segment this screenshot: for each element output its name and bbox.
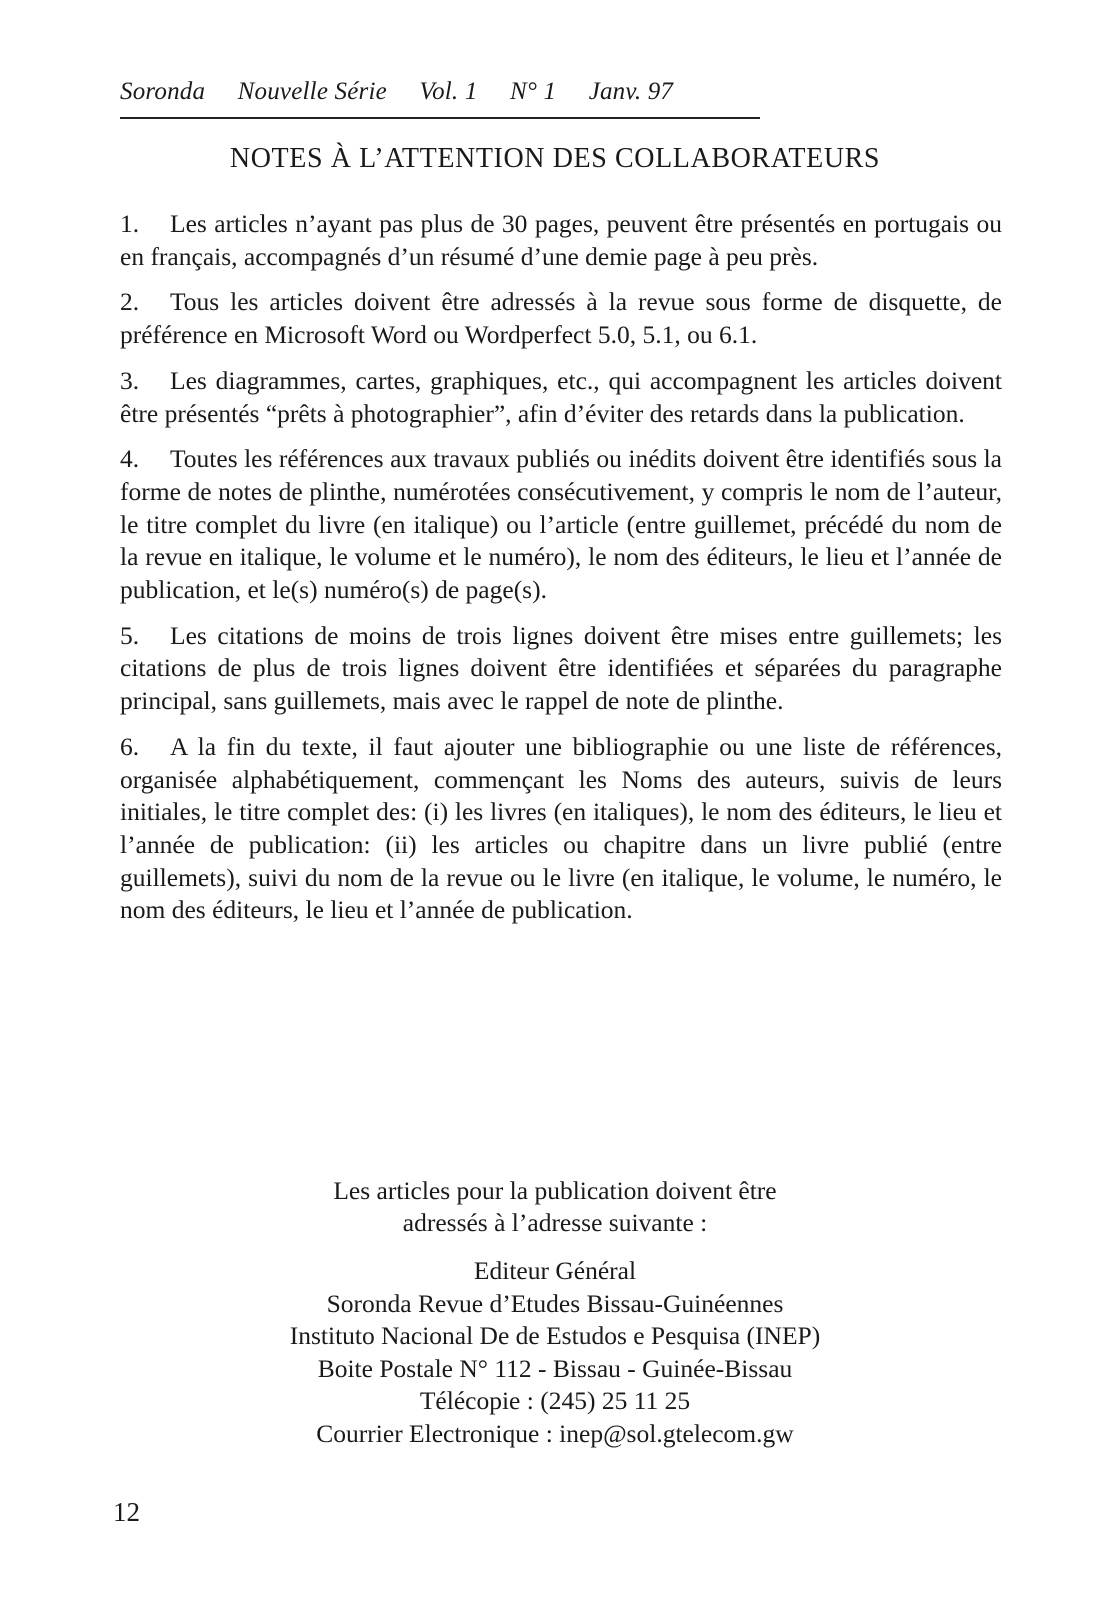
header-series: Nouvelle Série bbox=[237, 78, 387, 105]
item-text: Tous les articles doivent être adressés à la revue sous forme de disquette, de préférence en Microsoft Word ou Wordperfect 5.0, 5.1, ou 6.1. bbox=[120, 287, 1002, 350]
closing-line: adressés à l’adresse suivante : bbox=[402, 1208, 708, 1237]
running-header bbox=[120, 78, 699, 106]
closing-line: Les articles pour la publication doivent être bbox=[333, 1176, 777, 1205]
item-number: 1. bbox=[120, 209, 140, 238]
item-text: Les articles n’ayant pas plus de 30 pages, peuvent être présentés en portugais ou en français, accompagnés d’un résumé d’une demie page à peu près. bbox=[120, 209, 1002, 271]
item-text: A la fin du texte, il faut ajouter une bibliographie ou une liste de références, organisée alphabétiquement, commençant les Noms des auteurs, suivis de leurs initiales, le titre complet des: (i) les livres (en italiques), le nom des éditeurs, le lieu et l’année de publication: (ii) les articles ou chapitre dans un livre publié (entre guillemets), suivi du nom de la revue ou le livre (en italique, le volume, le numéro, le nom des éditeurs, le lieu et l’année de publication. bbox=[120, 731, 1002, 925]
item-text: Les citations de moins de trois lignes doivent être mises entre guillemets; les citations de plus de trois lignes doivent être identifiées et séparées du paragraphe principal, sans guillemets, mais avec le rappel de note de plinthe. bbox=[120, 620, 1002, 716]
instruction-item bbox=[120, 620, 1002, 718]
header-number: N° 1 bbox=[510, 78, 557, 105]
address-institute: Instituto Nacional De de Estudos e Pesquisa (INEP) bbox=[289, 1321, 821, 1350]
item-number: 2. bbox=[120, 287, 140, 317]
address-email: Courrier Electronique : inep@sol.gtelecom.gw bbox=[316, 1418, 794, 1448]
item-number: 6. bbox=[120, 731, 140, 761]
page-title: NOTES À L’ATTENTION DES COLLABORATEURS bbox=[229, 143, 881, 174]
instruction-item bbox=[120, 365, 1002, 430]
item-number: 5. bbox=[120, 620, 140, 650]
instruction-item bbox=[120, 443, 1002, 607]
instruction-item bbox=[120, 731, 1002, 927]
header-rule bbox=[120, 117, 760, 119]
contact-address bbox=[120, 1255, 990, 1450]
item-number: 4. bbox=[120, 444, 140, 474]
item-text: Les diagrammes, cartes, graphiques, etc., qui accompagnent les articles doivent être présentés “prêts à photographier”, afin d’éviter des retards dans la publication. bbox=[120, 365, 1002, 428]
item-text: Toutes les références aux travaux publiés ou inédits doivent être identifiés sous la forme de notes de plinthe, numérotées consécutivement, y compris le nom de l’auteur, le titre complet du livre (en italique) ou l’article (entre guillemet, précédé du nom de la revue en italique, le volume et le numéro), le nom des éditeurs, le lieu et l’année de publication, et le(s) numéro(s) de page(s). bbox=[120, 444, 1002, 605]
address-fax: Télécopie : (245) 25 11 25 bbox=[419, 1386, 691, 1415]
instruction-item bbox=[120, 208, 1002, 273]
instruction-item bbox=[120, 286, 1002, 351]
address-postbox: Boite Postale N° 112 - Bissau - Guinée-Bissau bbox=[317, 1353, 793, 1383]
closing-note bbox=[120, 1175, 990, 1239]
address-journal: Soronda Revue d’Etudes Bissau-Guinéennes bbox=[326, 1288, 784, 1318]
header-date: Janv. 97 bbox=[588, 78, 674, 105]
instructions-list bbox=[120, 208, 1002, 940]
address-editor: Editeur Général bbox=[473, 1256, 637, 1285]
page-number: 12 bbox=[113, 1497, 140, 1527]
item-number: 3. bbox=[120, 365, 140, 395]
header-volume: Vol. 1 bbox=[419, 78, 478, 105]
header-journal: Soronda bbox=[120, 78, 206, 105]
